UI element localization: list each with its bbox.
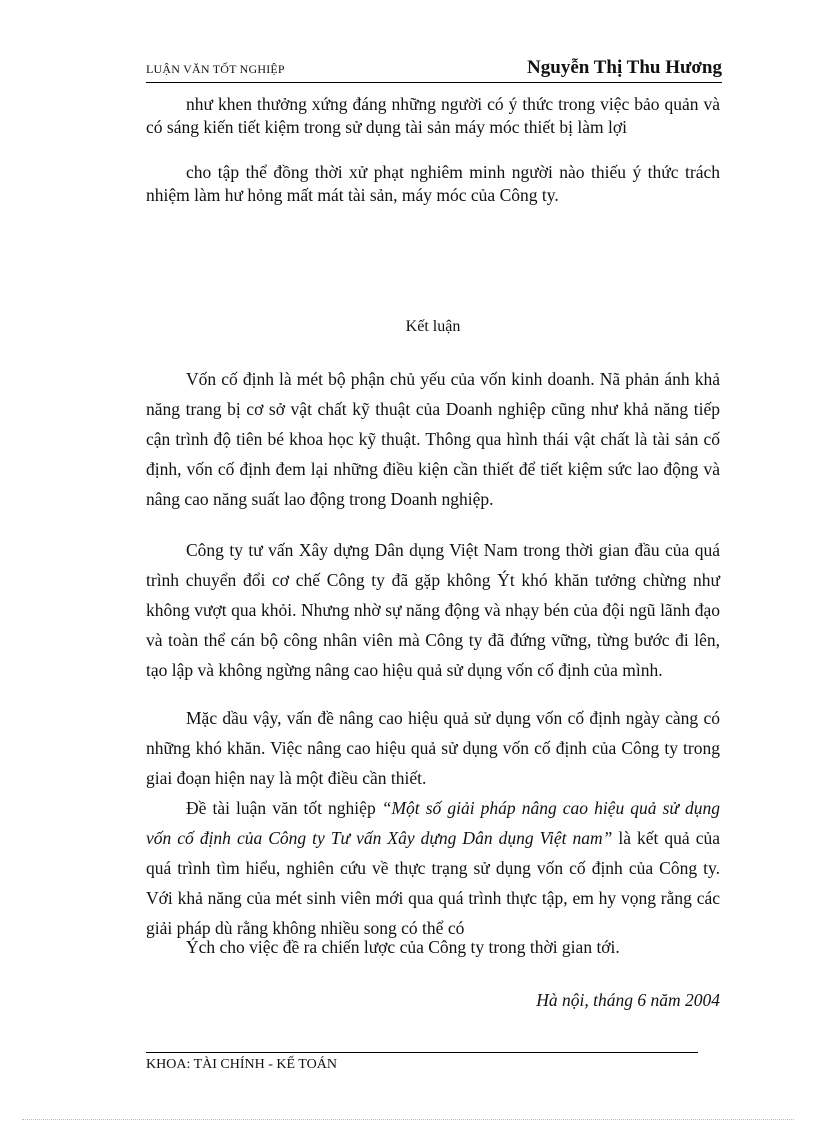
conclusion-paragraph-4 [146, 793, 720, 943]
intro-paragraph-1: như khen thưởng xứng đáng những người có ý thức trong việc bảo quản và có sáng kiến tiết kiệm trong sử dụng tài sản máy móc thiết bị làm lợi [146, 94, 720, 137]
conclusion-paragraph-2: Công ty tư vấn Xây dựng Dân dụng Việt Nam trong thời gian đầu của quá trình chuyển đổi cơ chế Công ty đã gặp không Ýt khó khăn tưởng chừng như không vượt qua khỏi. Nhưng nhờ sự năng động và nhạy bén của đội ngũ lãnh đạo và toàn thể cán bộ công nhân viên mà Công ty đã đứng vững, từng bước đi lên, tạo lập và không ngừng nâng cao hiệu quả sử dụng vốn cố định của mình. [146, 540, 720, 680]
page-bottom-edge [22, 1119, 794, 1120]
page-header [146, 56, 722, 83]
paragraph-4-intro: Đề tài luận văn tốt nghiệp [186, 798, 382, 818]
footer-divider [146, 1052, 698, 1053]
conclusion-paragraph-3: Mặc dầu vậy, vấn đề nâng cao hiệu quả sử dụng vốn cố định ngày càng có những khó khăn. Việc nâng cao hiệu quả sử dụng vốn cố định của Công ty trong giai đoạn hiện nay là một điều cần thiết. [146, 708, 720, 788]
thesis-title: “Một số giải pháp nâng cao hiệu quả sử dụng vốn cố định của Công ty Tư vấn Xây dựng Dân dụng Việt nam” [146, 798, 720, 848]
header-author-name: Nguyễn Thị Thu Hương [527, 57, 722, 78]
signing-date: Hà nội, tháng 6 năm 2004 [536, 990, 720, 1010]
header-thesis-label: LUẬN VĂN TỐT NGHIỆP [146, 62, 285, 76]
intro-paragraph-2: cho tập thể đồng thời xử phạt nghiêm minh người nào thiếu ý thức trách nhiệm làm hư hỏng mất mát tài sản, máy móc của Công ty. [146, 162, 720, 205]
section-heading: Kết luận [405, 318, 461, 335]
conclusion-paragraph-5: Ých cho việc đề ra chiến lược của Công ty trong thời gian tới. [186, 937, 620, 957]
footer-department: KHOA: TÀI CHÍNH - KẾ TOÁN [146, 1057, 337, 1072]
conclusion-paragraph-1: Vốn cố định là mét bộ phận chủ yếu của vốn kinh doanh. Nã phản ánh khả năng trang bị cơ sở vật chất kỹ thuật của Doanh nghiệp cũng như khả năng tiếp cận trình độ tiên bé khoa học kỹ thuật. Thông qua hình thái vật chất là tài sản cố định, vốn cố định đem lại những điều kiện cần thiết để tiết kiệm sức lao động và nâng cao năng suất lao động trong Doanh nghiệp. [146, 369, 720, 509]
paragraph-4-body: là kết quả của quá trình tìm hiểu, nghiên cứu về thực trạng sử dụng vốn cố định của Công ty. Với khả năng của mét sinh viên mới qua quá trình thực tập, em hy vọng rằng các giải pháp dù rằng không nhiều song có thể có [146, 828, 721, 938]
